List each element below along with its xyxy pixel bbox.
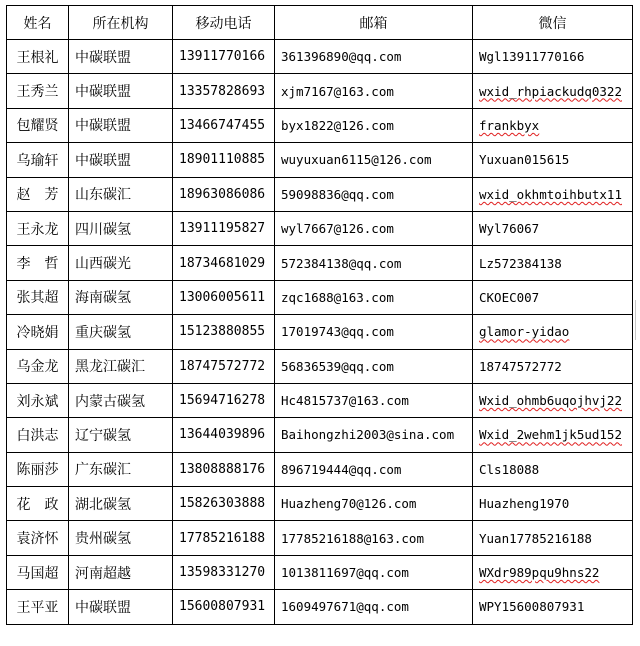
cell-name [7,40,69,74]
cell-phone [173,211,275,245]
cell-wechat [473,40,633,74]
cell-wechat-text: Lz572384138 [479,255,562,271]
cell-phone [173,246,275,280]
cell-email-text: Huazheng70@126.com [281,496,417,512]
cell-name [7,211,69,245]
cell-name-text: 陈丽莎 [16,462,59,479]
cell-email-text: wuyuxuan6115@126.com [281,152,432,168]
cell-phone-text: 15123880855 [179,324,266,340]
table-row [7,246,633,280]
cell-email-text: Hc4815737@163.com [281,393,409,409]
cell-email-text: 17785216188@163.com [281,530,424,546]
cell-org-text: 贵州碳氢 [75,531,131,548]
cell-org-text: 四川碳氢 [75,221,131,238]
cell-org [69,246,173,280]
cell-org [69,452,173,486]
cell-wechat [473,246,633,280]
cell-phone-text: 13466747455 [179,117,266,133]
cell-email [275,315,473,349]
cell-org [69,74,173,108]
cell-phone-text: 13911770166 [179,49,266,65]
cell-phone [173,74,275,108]
cell-wechat [473,521,633,555]
cell-email [275,349,473,383]
cell-org [69,555,173,589]
cell-name [7,246,69,280]
cell-name [7,280,69,314]
table-row [7,280,633,314]
scroll-edge-marker [635,300,640,340]
cell-email [275,177,473,211]
cell-org-text: 内蒙古碳氢 [75,393,145,410]
cell-name [7,349,69,383]
cell-name-text: 冷晓娟 [16,324,59,341]
cell-org-text: 广东碳汇 [75,462,131,479]
cell-phone [173,143,275,177]
contact-table-container [6,5,633,625]
cell-org [69,143,173,177]
cell-wechat-text: glamor-yidao [479,324,570,340]
table-row [7,74,633,108]
cell-org-text: 中碳联盟 [75,152,131,169]
cell-phone-text: 13598331270 [179,565,266,581]
cell-org [69,108,173,142]
cell-email-text: byx1822@126.com [281,117,394,133]
cell-phone-text: 18963086086 [179,186,266,202]
cell-phone-text: 13808888176 [179,461,266,477]
cell-email [275,590,473,624]
cell-email [275,74,473,108]
cell-email [275,487,473,521]
cell-wechat [473,280,633,314]
cell-phone-text: 18747572772 [179,358,266,374]
cell-org-text: 山东碳汇 [75,187,131,204]
cell-wechat-text: WXdr989pqu9hns22 [479,565,600,581]
table-row [7,418,633,452]
table-row [7,452,633,486]
cell-phone [173,487,275,521]
cell-wechat-text: CKOEC007 [479,289,540,305]
cell-wechat [473,555,633,589]
cell-wechat [473,211,633,245]
cell-org-text: 中碳联盟 [75,49,131,66]
cell-name [7,143,69,177]
cell-name [7,108,69,142]
cell-org-text: 辽宁碳氢 [75,427,131,444]
cell-org [69,521,173,555]
cell-wechat-text: Yuan17785216188 [479,530,592,546]
cell-org [69,40,173,74]
cell-phone-text: 13006005611 [179,289,266,305]
cell-name [7,555,69,589]
table-header-row [7,6,633,40]
table-row [7,555,633,589]
cell-phone-text: 18734681029 [179,255,266,271]
cell-org-text: 中碳联盟 [75,599,131,616]
cell-email [275,452,473,486]
cell-name-text: 乌瑜轩 [16,152,59,169]
header-phone: 移动电话 [173,6,275,40]
cell-email-text: wyl7667@126.com [281,221,394,237]
cell-wechat-text: Wxid_ohmb6uqojhvj22 [479,393,622,409]
cell-name-text: 马国超 [16,565,59,582]
cell-wechat [473,74,633,108]
cell-email-text: 361396890@qq.com [281,49,402,65]
cell-org-text: 黑龙江碳汇 [75,359,145,376]
cell-org [69,383,173,417]
cell-name-text: 花 政 [16,496,59,513]
cell-phone [173,280,275,314]
cell-wechat [473,143,633,177]
header-wechat: 微信 [473,6,633,40]
cell-org [69,590,173,624]
cell-wechat [473,452,633,486]
cell-wechat [473,315,633,349]
cell-wechat [473,590,633,624]
cell-name [7,418,69,452]
cell-name-text: 王平亚 [16,599,59,616]
cell-phone-text: 18901110885 [179,152,266,168]
cell-email-text: 572384138@qq.com [281,255,402,271]
cell-org-text: 重庆碳氢 [75,324,131,341]
cell-name-text: 张其超 [16,290,59,307]
cell-name-text: 袁济怀 [16,531,59,548]
cell-wechat [473,349,633,383]
cell-phone [173,315,275,349]
header-email: 邮箱 [275,6,473,40]
cell-wechat [473,383,633,417]
table-body [7,40,633,625]
cell-wechat-text: Cls18088 [479,461,540,477]
cell-name [7,383,69,417]
cell-email [275,521,473,555]
cell-org [69,487,173,521]
cell-email-text: 1013811697@qq.com [281,565,409,581]
table-row [7,211,633,245]
cell-name [7,452,69,486]
cell-org [69,418,173,452]
cell-phone-text: 15694716278 [179,393,266,409]
cell-phone-text: 13911195827 [179,221,266,237]
cell-wechat-text: Yuxuan015615 [479,152,570,168]
cell-phone [173,590,275,624]
cell-email-text: xjm7167@163.com [281,83,394,99]
cell-org-text: 山西碳光 [75,256,131,273]
cell-phone-text: 17785216188 [179,530,266,546]
table-row [7,521,633,555]
cell-phone [173,452,275,486]
cell-name-text: 包耀贤 [16,118,59,135]
cell-name [7,590,69,624]
cell-email-text: 56836539@qq.com [281,358,394,374]
cell-email [275,143,473,177]
table-row [7,590,633,624]
cell-email [275,280,473,314]
cell-wechat-text: Huazheng1970 [479,496,570,512]
cell-org-text: 中碳联盟 [75,118,131,135]
cell-wechat-text: Wgl13911770166 [479,49,585,65]
cell-wechat-text: Wxid_2wehm1jk5ud152 [479,427,622,443]
cell-email [275,40,473,74]
cell-org [69,349,173,383]
cell-name [7,74,69,108]
cell-email [275,211,473,245]
table-row [7,315,633,349]
cell-wechat [473,108,633,142]
cell-name-text: 王秀兰 [16,84,59,101]
cell-name-text: 李 哲 [16,256,59,273]
table-row [7,143,633,177]
cell-org-text: 湖北碳氢 [75,496,131,513]
cell-wechat-text: Wyl76067 [479,221,540,237]
cell-phone [173,521,275,555]
cell-wechat-text: frankbyx [479,117,540,133]
cell-email [275,555,473,589]
cell-wechat-text: wxid_rhpiackudq0322 [479,83,622,99]
cell-name [7,315,69,349]
cell-wechat-text: wxid_okhmtoihbutx11 [479,186,622,202]
cell-name-text: 刘永斌 [16,393,59,410]
cell-phone-text: 15826303888 [179,496,266,512]
table-row [7,383,633,417]
cell-org-text: 河南超越 [75,565,131,582]
cell-org-text: 海南碳氢 [75,290,131,307]
cell-phone [173,40,275,74]
table-row [7,40,633,74]
cell-phone [173,108,275,142]
cell-email-text: zqc1688@163.com [281,289,394,305]
table-row [7,108,633,142]
cell-email [275,246,473,280]
cell-name-text: 白洪志 [16,427,59,444]
cell-phone [173,349,275,383]
cell-phone [173,418,275,452]
cell-name [7,487,69,521]
cell-name-text: 乌金龙 [16,359,59,376]
cell-name-text: 赵 芳 [16,187,59,204]
cell-name-text: 王永龙 [16,221,59,238]
cell-phone [173,177,275,211]
table-row [7,349,633,383]
table-row [7,487,633,521]
cell-email-text: Baihongzhi2003@sina.com [281,427,455,443]
cell-wechat [473,418,633,452]
cell-email-text: 59098836@qq.com [281,186,394,202]
cell-org [69,211,173,245]
cell-email-text: 1609497671@qq.com [281,599,409,615]
cell-org [69,280,173,314]
cell-wechat-text: 18747572772 [479,358,562,374]
cell-email [275,383,473,417]
cell-wechat-text: WPY15600807931 [479,599,585,615]
header-org: 所在机构 [69,6,173,40]
header-name: 姓名 [7,6,69,40]
cell-org [69,315,173,349]
cell-email [275,108,473,142]
cell-name-text: 王根礼 [16,49,59,66]
cell-phone [173,555,275,589]
cell-wechat [473,177,633,211]
cell-phone-text: 15600807931 [179,599,266,615]
cell-email [275,418,473,452]
cell-name [7,521,69,555]
cell-wechat [473,487,633,521]
cell-phone-text: 13357828693 [179,83,266,99]
table-row [7,177,633,211]
cell-name [7,177,69,211]
cell-email-text: 17019743@qq.com [281,324,394,340]
cell-email-text: 896719444@qq.com [281,461,402,477]
contact-table [6,5,633,625]
cell-phone [173,383,275,417]
cell-org-text: 中碳联盟 [75,84,131,101]
cell-phone-text: 13644039896 [179,427,266,443]
cell-org [69,177,173,211]
